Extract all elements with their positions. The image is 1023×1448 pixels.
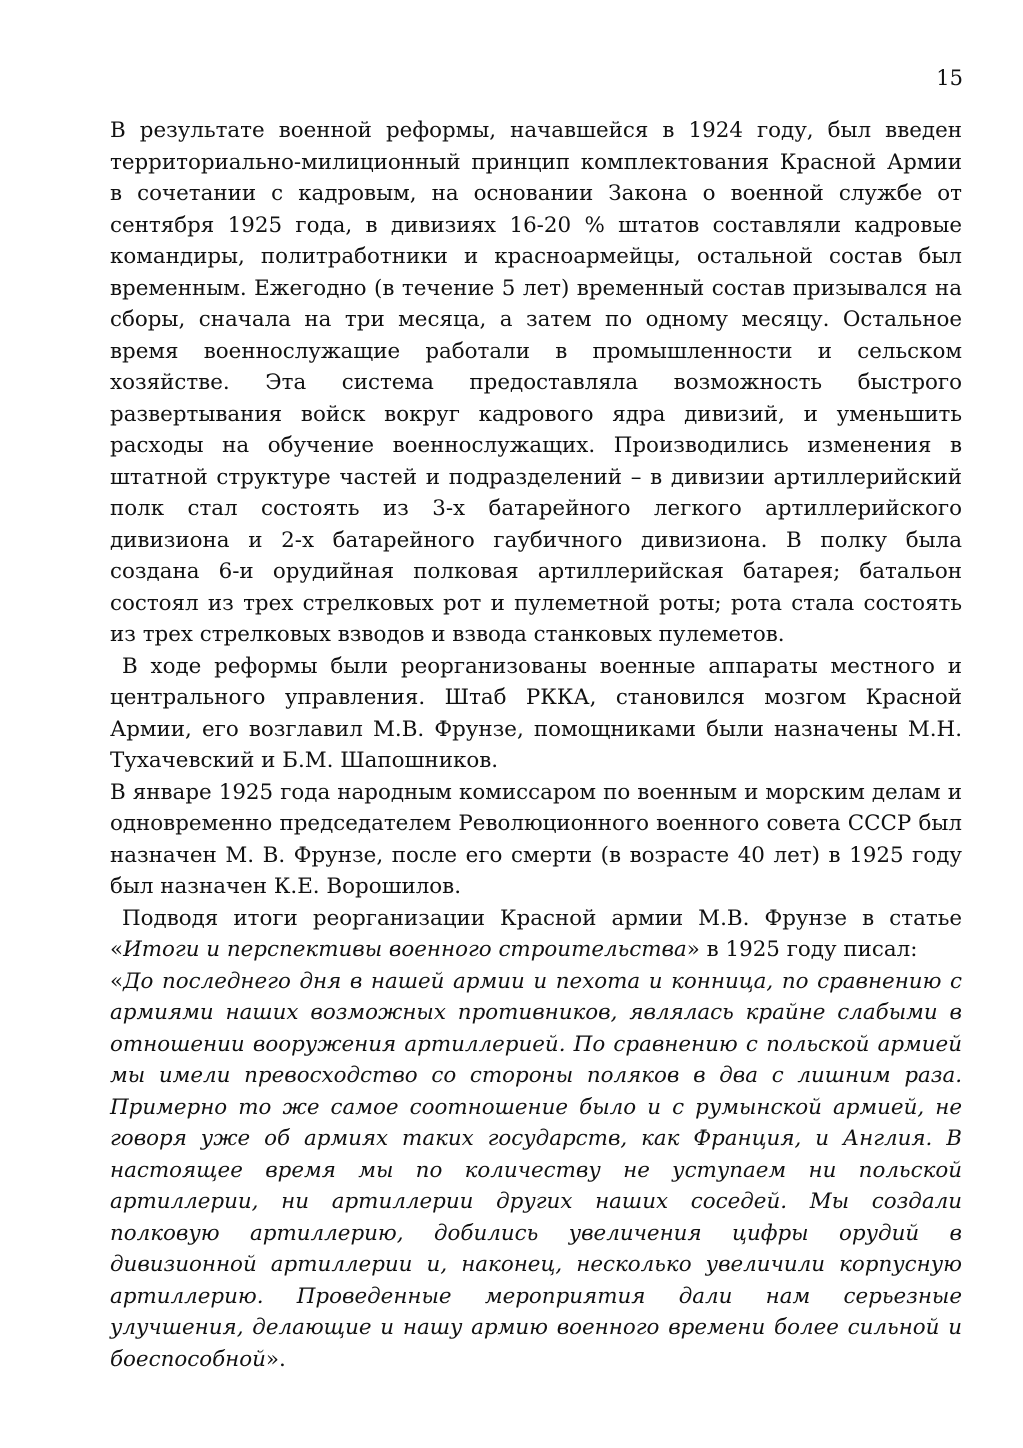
page-number: 15 — [936, 66, 963, 90]
quote-close-mark: ». — [265, 1346, 286, 1372]
paragraph-people-commissar: В январе 1925 года народным комиссаром по военным и морским делам и одновременно председателем Революционного военного совета СССР был назначен М. В. Фрунзе, после его смерти (в возрасте 40 лет) в 1925 году был назначен К.Е. Ворошилов. — [110, 779, 962, 899]
quote-open-mark: « — [110, 968, 124, 994]
article-intro-tail: » в 1925 году писал: — [686, 937, 918, 962]
document-body — [110, 115, 962, 1375]
paragraph-military-reform: В результате военной реформы, начавшейся в 1924 году, был введен территориально-милиционный принцип комплектования Красной Армии в сочетании с кадровым, на основании Закона о военной службе от сентября 1925 года, в дивизиях 16-20 % штатов составляли кадровые командиры, политработники и красноармейцы, остальной состав был временным. Ежегодно (в течение 5 лет) временный состав призывался на сборы, сначала на три месяца, а затем по одному месяцу. Остальное время военнослужащие работали в промышленности и сельском хозяйстве. Эта система предоставляла возможность быстрого развертывания войск вокруг кадрового ядра дивизий, и уменьшить расходы на обучение военнослужащих. Производились изменения в штатной структуре частей и подразделений – в дивизии артиллерийский полк стал состоять из 3-х батарейного легкого артиллерийского дивизиона и 2-х батарейного гаубичного дивизиона. В полку была создана 6-и орудийная полковая артиллерийская батарея; батальон состоял из трех стрелковых рот и пулеметной роты; рота стала состоять из трех стрелковых взводов и взвода станковых пулеметов. — [110, 118, 962, 647]
article-title: Итоги и перспективы военного строительства — [123, 937, 687, 962]
article-intro-text: Подводя итоги реорганизации Красной армии М.В. Фрунзе в статье « — [110, 905, 962, 962]
frunze-quote — [110, 966, 962, 1376]
paragraph-frunze-article — [110, 903, 962, 966]
quote-text: До последнего дня в нашей армии и пехота и конница, по сравнению с армиями наших возможных противников, являлась крайне слабыми в отношении вооружения артиллерией. По сравнению с польской армией мы имели превосходство со стороны поляков в два с лишним раза. Примерно то же самое соотношение было и с румынской армией, не говоря уже об армиях таких государств, как Франция, и Англия. В настоящее время мы по количеству не уступаем ни польской артиллерии, ни артиллерии других наших соседей. Мы создали полковую артиллерию, добились увеличения цифры орудий в дивизионной артиллерии и, наконец, несколько увеличили корпусную артиллерию. Проведенные мероприятия дали нам серьезные улучшения, делающие и нашу армию военного времени более сильной и боеспособной — [110, 968, 962, 1372]
paragraph-command-reorganization: В ходе реформы были реорганизованы военные аппараты местного и центрального управления. Штаб РККА, становился мозгом Красной Армии, его возглавил М.В. Фрунзе, помощниками были назначены М.Н. Тухачевский и Б.М. Шапошников. — [110, 653, 962, 773]
